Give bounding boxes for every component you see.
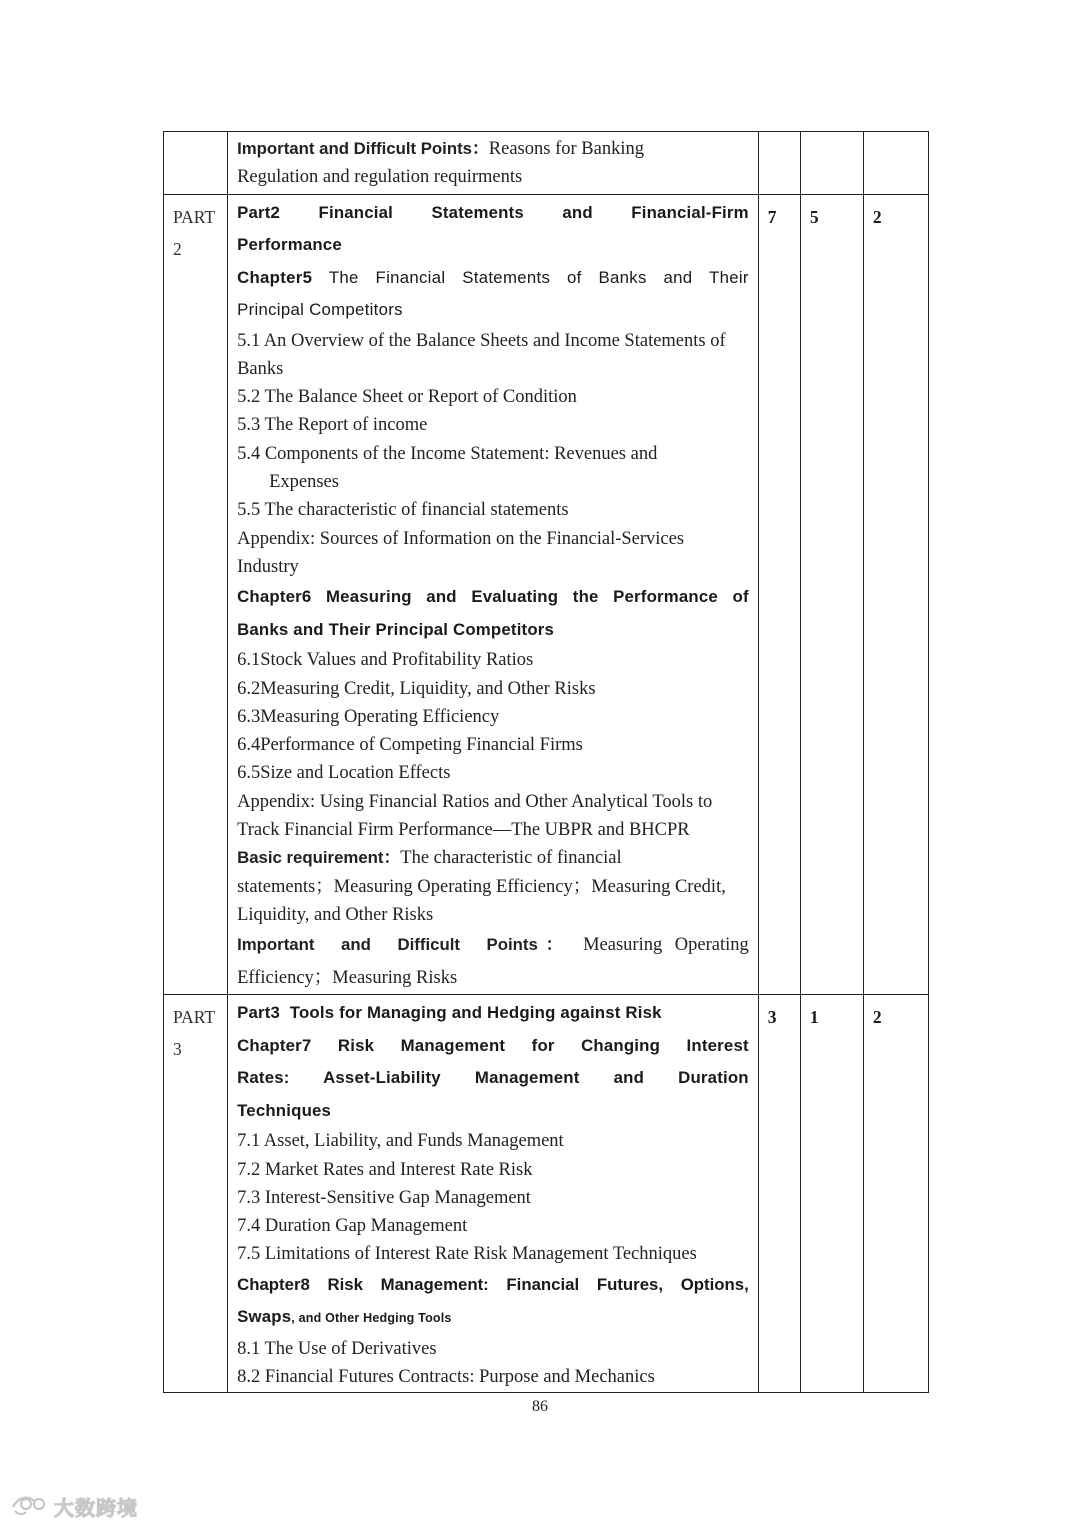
list-item: 6.3Measuring Operating Efficiency xyxy=(237,706,500,727)
chapter-title: Banks and Their Principal Competitors xyxy=(237,619,555,639)
chapter-title-bold: Swaps xyxy=(237,1307,292,1327)
watermark xyxy=(10,1490,145,1522)
chapter-title-text: The Financial Statements of Banks and Their xyxy=(328,267,749,287)
hours-cell xyxy=(863,194,928,995)
hours-value: 2 xyxy=(872,206,882,227)
table-row-continued xyxy=(164,132,929,195)
hours-value: 1 xyxy=(809,1007,819,1028)
list-item: 5.4 Components of the Income Statement: Revenues and xyxy=(237,443,658,464)
chapter-title: Chapter8 Risk Management: Financial Futures, Options, xyxy=(237,1274,749,1294)
content-cell xyxy=(228,995,759,1393)
list-item: 7.3 Interest-Sensitive Gap Management xyxy=(237,1187,531,1208)
list-item: 6.5Size and Location Effects xyxy=(237,763,451,784)
eye-logo-icon xyxy=(10,1493,50,1519)
hours-cell xyxy=(863,132,928,195)
chapter-title-small: , and Other Hedging Tools xyxy=(291,1311,452,1326)
chapter-title xyxy=(237,262,749,295)
chapter-label: Chapter5 xyxy=(237,267,313,287)
list-item: 8.2 Financial Futures Contracts: Purpose and Mechanics xyxy=(237,1367,655,1388)
watermark-text: 大数跨境 xyxy=(54,1495,138,1520)
basic-requirement-line: statements；Measuring Operating Efficiency；Measuring Credit, xyxy=(237,876,726,897)
content-cell xyxy=(228,194,759,995)
syllabus-table xyxy=(163,131,929,1393)
hours-cell xyxy=(800,132,863,195)
hours-cell xyxy=(863,995,928,1393)
important-points-text: Measuring Operating xyxy=(583,935,749,956)
hours-cell xyxy=(800,194,863,995)
list-item: 6.1Stock Values and Profitability Ratios xyxy=(237,650,534,671)
list-item: 5.3 The Report of income xyxy=(237,415,428,436)
important-points-line xyxy=(237,135,749,163)
hours-cell xyxy=(758,995,800,1393)
list-item: Banks xyxy=(237,358,284,379)
part-cell xyxy=(164,995,228,1393)
part-label: PART xyxy=(173,206,216,227)
content-cell xyxy=(228,132,759,195)
list-item: 5.5 The characteristic of financial statements xyxy=(237,500,569,521)
list-item: 5.1 An Overview of the Balance Sheets and Income Statements of xyxy=(237,330,726,351)
list-item: Appendix: Using Financial Ratios and Other Analytical Tools to xyxy=(237,791,713,812)
hours-value: 7 xyxy=(767,206,777,227)
list-item: 6.4Performance of Competing Financial Firms xyxy=(237,735,583,756)
important-points-line xyxy=(237,929,749,962)
important-points-line: Efficiency；Measuring Risks xyxy=(237,967,458,988)
list-item: 5.2 The Balance Sheet or Report of Condition xyxy=(237,387,577,408)
important-points-text: Reasons for Banking xyxy=(488,139,644,159)
list-item: Appendix: Sources of Information on the Financial-Services xyxy=(237,528,685,549)
list-item: 6.2Measuring Credit, Liquidity, and Other Risks xyxy=(237,678,596,699)
important-points-label: Important and Difficult Points： xyxy=(237,139,489,158)
table-row-part2 xyxy=(164,194,929,995)
chapter-title xyxy=(237,1301,749,1335)
list-item: 7.1 Asset, Liability, and Funds Management xyxy=(237,1131,564,1152)
list-item: 8.1 The Use of Derivatives xyxy=(237,1338,437,1359)
hours-cell xyxy=(800,995,863,1393)
basic-requirement-line: Liquidity, and Other Risks xyxy=(237,904,434,925)
important-points-line: Regulation and regulation requirments xyxy=(237,167,523,188)
list-item: 7.4 Duration Gap Management xyxy=(237,1216,468,1237)
part-cell-empty xyxy=(164,132,228,195)
chapter-title: Rates: Asset-Liability Management and Duration xyxy=(237,1068,749,1088)
hours-value: 2 xyxy=(872,1007,882,1028)
chapter-title: Principal Competitors xyxy=(237,300,403,320)
basic-requirement-text: The characteristic of financial xyxy=(400,848,622,869)
part-title: Part2 Financial Statements and Financial-Firm xyxy=(237,202,749,222)
part-cell xyxy=(164,194,228,995)
part-number: 3 xyxy=(173,1039,182,1060)
list-item: Industry xyxy=(237,556,299,577)
hours-value: 5 xyxy=(809,206,819,227)
hours-cell xyxy=(758,194,800,995)
page-number: 86 xyxy=(532,1398,548,1415)
chapter-title: Techniques xyxy=(237,1100,332,1120)
table-row-part3 xyxy=(164,995,929,1393)
basic-requirement-label: Basic requirement： xyxy=(237,848,401,868)
important-points-label: Important and Difficult Points： xyxy=(237,935,571,955)
chapter-title: Chapter6 Measuring and Evaluating the Performance of xyxy=(237,587,749,607)
basic-requirement-line xyxy=(237,844,749,872)
part-label: PART xyxy=(173,1007,216,1028)
chapter-title: Chapter7 Risk Management for Changing Interest xyxy=(237,1035,749,1055)
list-item: 7.5 Limitations of Interest Rate Risk Management Techniques xyxy=(237,1244,697,1265)
part-title: Part3 Tools for Managing and Hedging against Risk xyxy=(237,1003,662,1023)
hours-cell xyxy=(758,132,800,195)
hours-value: 3 xyxy=(767,1007,777,1028)
list-item: Expenses xyxy=(269,472,339,493)
list-item: 7.2 Market Rates and Interest Rate Risk xyxy=(237,1159,533,1180)
list-item: Track Financial Firm Performance—The UBPR and BHCPR xyxy=(237,820,690,841)
part-number: 2 xyxy=(173,238,182,259)
part-title: Performance xyxy=(237,235,342,255)
